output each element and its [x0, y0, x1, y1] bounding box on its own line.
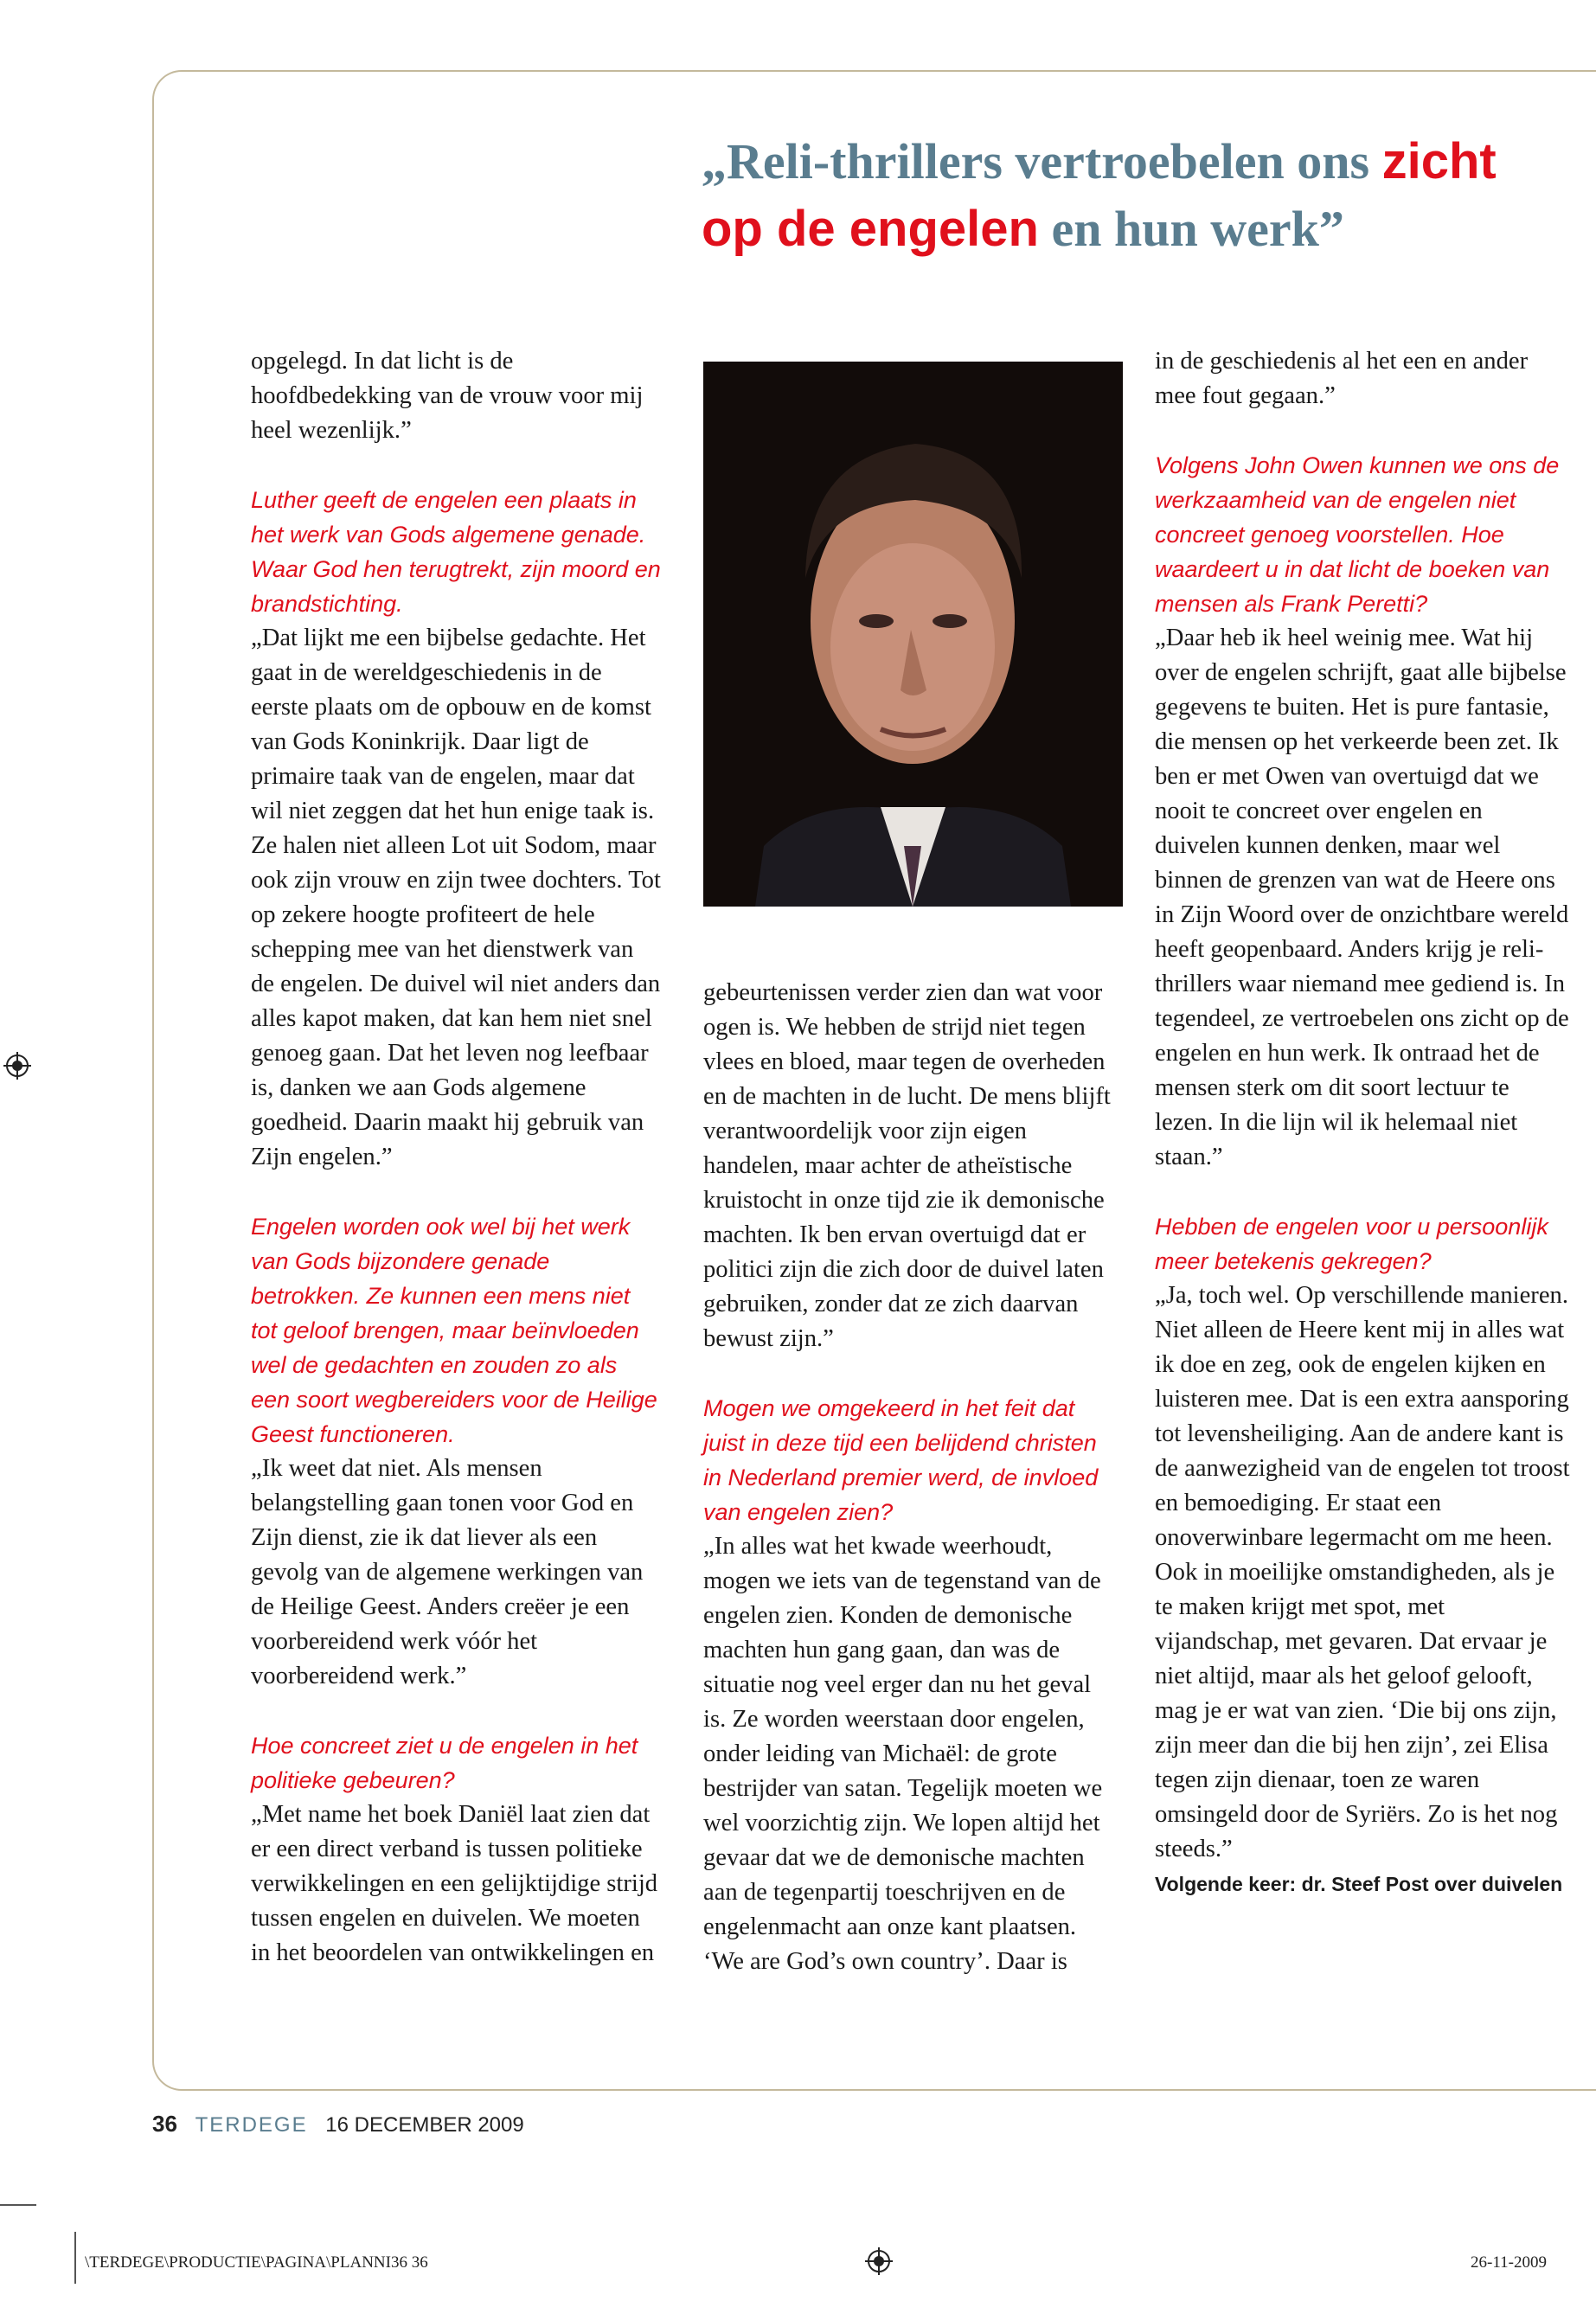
- column-2: [703, 976, 1114, 1979]
- next-issue-note: Volgende keer: dr. Steef Post over duivelen: [1155, 1873, 1563, 1895]
- page-footer: [152, 2111, 524, 2138]
- issue-date: 16 DECEMBER 2009: [325, 2113, 524, 2137]
- interview-question: Mogen we omgekeerd in het feit dat juist in deze tijd een belijdend christen in Nederland premier werd, de invloed van engelen zien?: [703, 1395, 1099, 1525]
- headline: [702, 128, 1584, 263]
- headline-part2: zicht: [1381, 133, 1497, 189]
- crop-mark: [74, 2232, 76, 2284]
- slug-path: \TERDEGE\PRODUCTIE\PAGINA\PLANNI36 36: [85, 2253, 428, 2272]
- headline-part3: op de engelen: [702, 201, 1039, 257]
- crop-mark: [0, 2204, 36, 2206]
- column-3: [1155, 344, 1570, 1901]
- headline-part1: „Reli-thrillers vertroebelen ons: [702, 133, 1382, 189]
- body-paragraph: „Met name het boek Daniël laat zien dat er een direct verband is tussen politieke verwikkelingen en een gelijktijdige strijd tussen engelen en duivelen. We moeten in het beoordelen van ontwikkelingen en: [251, 1801, 658, 1966]
- interview-question: Engelen worden ook wel bij het werk van Gods bijzondere genade betrokken. Ze kunnen een mens niet tot geloof brengen, maar beïnvloeden wel de gedachten en zouden zo als een soort wegbereiders voor de Heilige Geest functioneren.: [251, 1214, 657, 1447]
- registration-mark-icon: [865, 2247, 893, 2275]
- page-number: 36: [152, 2111, 177, 2137]
- body-paragraph: gebeurtenissen verder zien dan wat voor ogen is. We hebben de strijd niet tegen vlees en bloed, maar tegen de overheden en de machten in de lucht. De mens blijft verantwoordelijk voor zijn eigen handelen, maar achter de atheïstische kruistocht in onze tijd zie ik demonische machten. Ik ben ervan overtuigd dat er politici zijn die zich door de duivel laten gebruiken, zonder dat ze zich daarvan bewust zijn.”: [703, 979, 1111, 1352]
- magazine-name: TERDEGE: [195, 2113, 308, 2137]
- body-paragraph: „Daar heb ik heel weinig mee. Wat hij over de engelen schrijft, gaat alle bijbelse gegevens te buiten. Het is pure fantasie, die mensen op het verkeerde been zet. Ik ben er met Owen van overtuigd dat we nooit te concreet over engelen en duivelen kunnen denken, maar wel binnen de grenzen van wat de Heere ons in Zijn Woord over de onzichtbare wereld heeft geopenbaard. Anders krijg je reli-thrillers waar niemand mee gediend is. In tegendeel, ze vertroebelen ons zicht op de engelen en hun werk. Ik ontraad het de mensen sterk om dit soort lectuur te lezen. In die lijn wil ik helemaal niet staan.”: [1155, 625, 1569, 1170]
- body-paragraph: „Dat lijkt me een bijbelse gedachte. Het gaat in de wereldgeschiedenis in de eerste plaats om de opbouw en de komst van Gods Koninkrijk. Daar ligt de primaire taak van de engelen, maar dat wil niet zeggen dat het hun enige taak is. Ze halen niet alleen Lot uit Sodom, maar ook zijn vrouw en zijn twee dochters. Tot op zekere hoogte profiteert de hele schepping mee van het dienstwerk van de engelen. De duivel wil niet anders dan alles kapot maken, dat kan hem niet snel genoeg gaan. Dat het leven nog leefbaar is, danken we aan Gods algemene goedheid. Daarin maakt hij gebruik van Zijn engelen.”: [251, 625, 661, 1170]
- interview-question: Luther geeft de engelen een plaats in het werk van Gods algemene genade. Waar God hen terugtrekt, zijn moord en brandstichting.: [251, 487, 661, 617]
- registration-mark-icon: [3, 1052, 31, 1080]
- column-1: [251, 344, 662, 1971]
- interview-question: Hebben de engelen voor u persoonlijk meer betekenis gekregen?: [1155, 1214, 1548, 1274]
- headline-part4: en hun werk”: [1038, 201, 1344, 257]
- interview-question: Volgens John Owen kunnen we ons de werkzaamheid van de engelen niet concreet genoeg voorstellen. Hoe waardeert u in dat licht de boeken van mensen als Frank Peretti?: [1155, 452, 1560, 617]
- body-paragraph: „In alles wat het kwade weerhoudt, mogen we iets van de tegenstand van de engelen zien. Konden de demonische machten hun gang gaan, dan was de situatie nog veel erger dan nu het geval is. Ze worden weerstaan door engelen, onder leiding van Michaël: de grote bestrijder van satan. Tegelijk moeten we wel voorzichtig zijn. We lopen altijd het gevaar dat we de demonische machten aan de tegenpartij toeschrijven en de engelenmacht aan onze kant plaatsen. ‘We are God’s own country’. Daar is: [703, 1533, 1103, 1975]
- body-paragraph: „Ik weet dat niet. Als mensen belangstelling gaan tonen voor God en Zijn dienst, zie ik dat liever als een gevolg van de algemene werkingen van de Heilige Geest. Anders creëer je een voorbereidend werk vóór het voorbereidend werk.”: [251, 1455, 644, 1689]
- interview-question: Hoe concreet ziet u de engelen in het politieke gebeuren?: [251, 1733, 638, 1793]
- body-paragraph: opgelegd. In dat licht is de hoofdbedekking van de vrouw voor mij heel wezenlijk.”: [251, 348, 644, 444]
- body-paragraph: „Ja, toch wel. Op verschillende manieren. Niet alleen de Heere kent mij in alles wat ik doe en zeg, ook de engelen kijken en luisteren mee. Dat is een extra aansporing tot levensheiliging. Aan de andere kant is de aanwezigheid van de engelen tot troost en bemoediging. Er staat een onoverwinbare legermacht om me heen. Ook in moeilijke omstandigheden, als je te maken krijgt met spot, met vijandschap, met gevaren. Dat ervaar je niet altijd, maar als het geloof gelooft, mag je er wat van zien. ‘Die bij ons zijn, zijn meer dan die bij hen zijn’, zei Elisa tegen zijn dienaar, toen ze waren omsingeld door de Syriërs. Zo is het nog steeds.”: [1155, 1282, 1570, 1862]
- slug-date: 26-11-2009: [1471, 2253, 1547, 2272]
- body-paragraph: in de geschiedenis al het een en ander mee fout gegaan.”: [1155, 348, 1529, 409]
- portrait-photo: [703, 362, 1123, 907]
- portrait-illustration: [703, 362, 1123, 907]
